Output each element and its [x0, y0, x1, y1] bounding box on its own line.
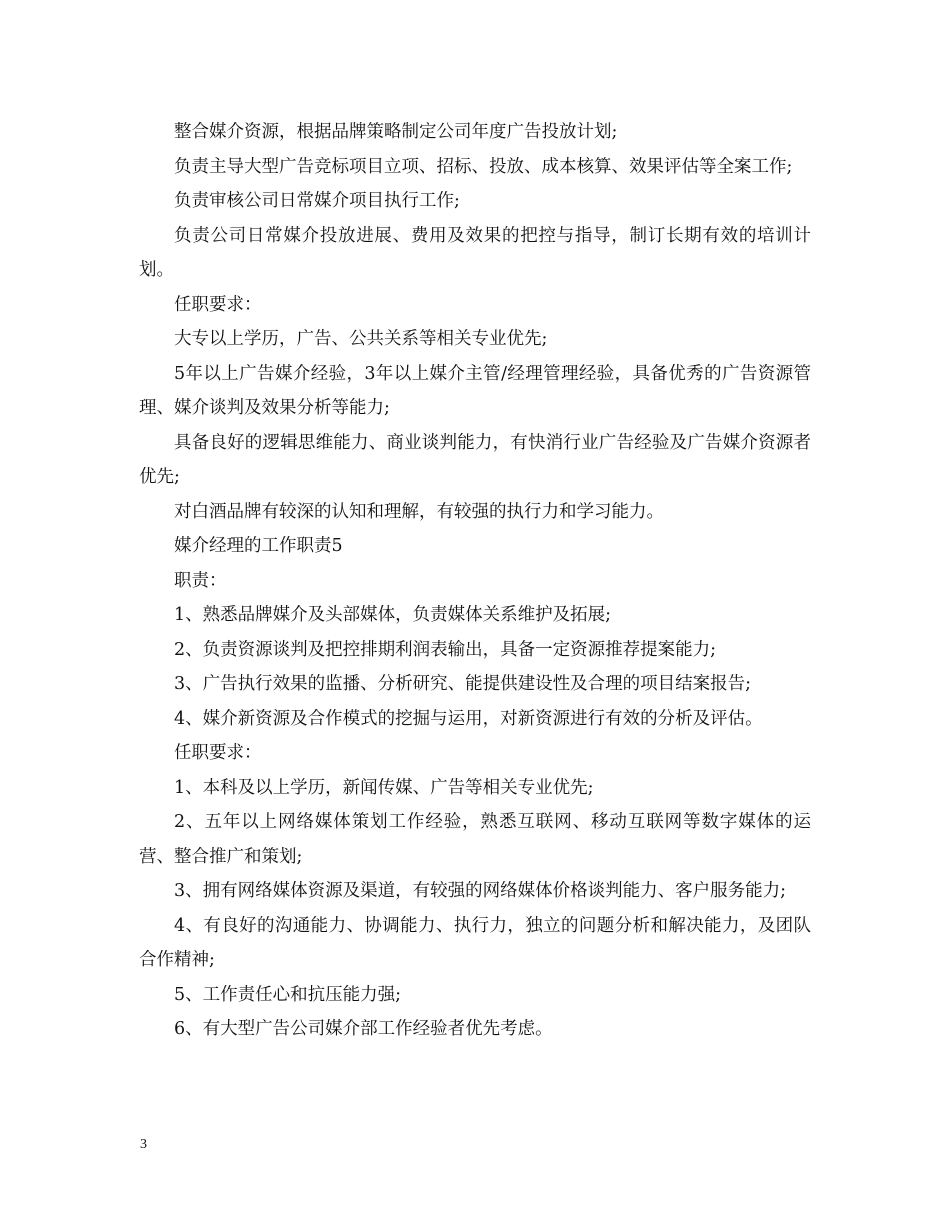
paragraph: 负责公司日常媒介投放进展、费用及效果的把控与指导，制订长期有效的培训计划。 [139, 225, 811, 280]
paragraph: 具备良好的逻辑思维能力、商业谈判能力，有快消行业广告经验及广告媒介资源者优先; [139, 432, 811, 487]
paragraph: 对白酒品牌有较深的认知和理解，有较强的执行力和学习能力。 [174, 501, 664, 522]
page-number: 3 [140, 1137, 147, 1152]
paragraph: 负责审核公司日常媒介项目执行工作; [174, 191, 460, 211]
list-item: 1、熟悉品牌媒介及头部媒体，负责媒体关系维护及拓展; [174, 605, 612, 625]
paragraph: 负责主导大型广告竞标项目立项、招标、投放、成本核算、效果评估等全案工作; [174, 156, 793, 177]
document-body [139, 115, 811, 1047]
list-item: 4、媒介新资源及合作模式的挖掘与运用，对新资源进行有效的分析及评估。 [174, 708, 763, 729]
list-item: 6、有大型广告公司媒介部工作经验者优先考虑。 [174, 1019, 553, 1039]
section-title: 媒介经理的工作职责5 [174, 536, 343, 556]
list-item: 3、拥有网络媒体资源及渠道，有较强的网络媒体价格谈判能力、客户服务能力; [174, 881, 787, 901]
list-item: 3、广告执行效果的监播、分析研究、能提供建设性及合理的项目结案报告; [174, 674, 752, 694]
list-item: 2、负责资源谈判及把控排期利润表输出，具备一定资源推荐提案能力; [174, 639, 717, 660]
list-item: 5、工作责任心和抗压能力强; [174, 984, 402, 1005]
section-heading: 任职要求： [174, 294, 262, 315]
paragraph: 5年以上广告媒介经验，3年以上媒介主管/经理管理经验，具备优秀的广告资源管理、媒介谈判及效果分析等能力; [139, 363, 811, 418]
paragraph: 大专以上学历，广告、公共关系等相关专业优先; [174, 329, 548, 349]
list-item: 2、五年以上网络媒体策划工作经验，熟悉互联网、移动互联网等数字媒体的运营、整合推广和策划; [139, 812, 811, 867]
section-heading: 职责： [174, 570, 227, 591]
list-item: 1、本科及以上学历，新闻传媒、广告等相关专业优先; [174, 777, 594, 798]
paragraph: 整合媒介资源，根据品牌策略制定公司年度广告投放计划; [174, 122, 618, 142]
section-heading: 任职要求： [174, 743, 262, 763]
list-item: 4、有良好的沟通能力、协调能力、执行力，独立的问题分析和解决能力，及团队合作精神; [139, 915, 811, 970]
